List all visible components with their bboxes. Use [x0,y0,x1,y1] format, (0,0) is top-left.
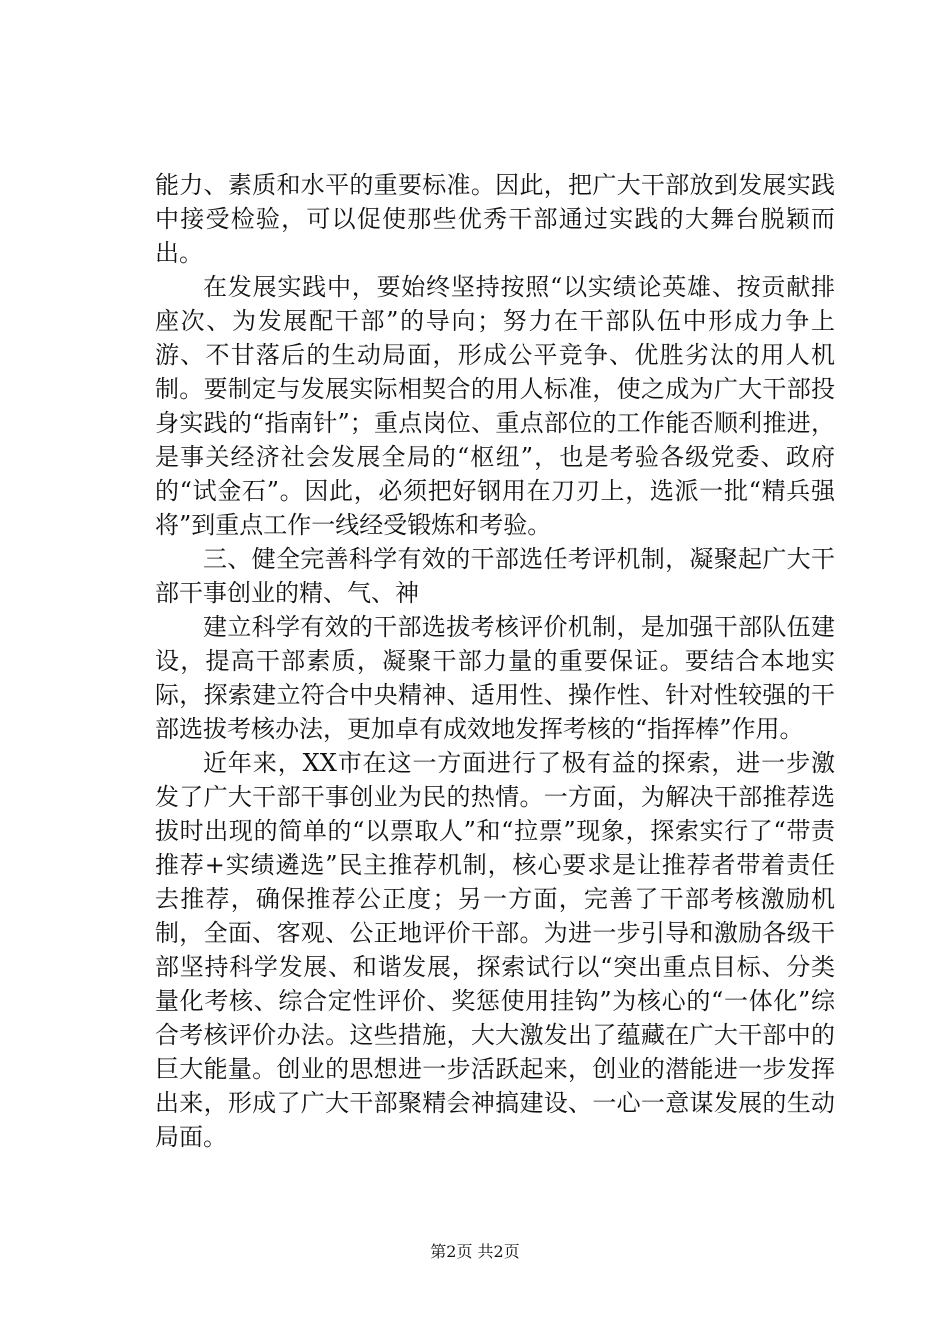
page-number-footer: 第2页 共2页 [430,1242,520,1261]
body-text [155,168,835,1154]
section-heading-three: 三、健全完善科学有效的干部选任考评机制，凝聚起广大干部干事创业的精、气、神 [155,545,835,607]
paragraph-city-practice: 近年来，XX市在这一方面进行了极有益的探索，进一步激发了广大干部干事创业为民的热情。一方面，为解决干部推荐选拔时出现的简单的“以票取人”和“拉票”现象，探索实行了“带责推荐+实绩遴选”民主推荐机制，核心要求是让推荐者带着责任去推荐，确保推荐公正度；另一方面，完善了干部考核激励机制，全面、客观、公正地评价干部。为进一步引导和激励各级干部坚持科学发展、和谐发展，探索试行以“突出重点目标、分类量化考核、综合定性评价、奖惩使用挂钩”为核心的“一体化”综合考核评价办法。这些措施，大大激发出了蕴藏在广大干部中的巨大能量。创业的思想进一步活跃起来，创业的潜能进一步发挥出来，形成了广大干部聚精会神搞建设、一心一意谋发展的生动局面。 [155,749,835,1151]
paragraph-continuation: 能力、素质和水平的重要标准。因此，把广大干部放到发展实践中接受检验，可以促使那些优秀干部通过实践的大舞台脱颖而出。 [155,171,835,267]
paragraph-practice: 在发展实践中，要始终坚持按照“以实绩论英雄、按贡献排座次、为发展配干部”的导向；努力在干部队伍中形成力争上游、不甘落后的生动局面，形成公平竞争、优胜劣汰的用人机制。要制定与发展实际相契合的用人标准，使之成为广大干部投身实践的“指南针”；重点岗位、重点部位的工作能否顺利推进，是事关经济社会发展全局的“枢纽”，也是考验各级党委、政府的“试金石”。因此，必须把好钢用在刀刃上，选派一批“精兵强将”到重点工作一线经受锻炼和考验。 [155,273,835,539]
paragraph-mechanism: 建立科学有效的干部选拔考核评价机制，是加强干部队伍建设，提高干部素质，凝聚干部力量的重要保证。要结合本地实际，探索建立符合中央精神、适用性、操作性、针对性较强的干部选拔考核办法，更加卓有成效地发挥考核的“指挥棒”作用。 [155,613,835,743]
